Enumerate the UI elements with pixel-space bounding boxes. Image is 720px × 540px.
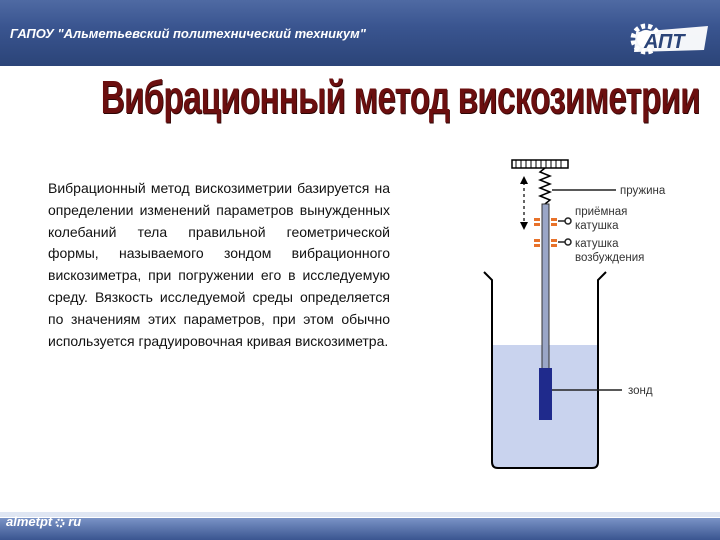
- slide-body-text: Вибрационный метод вискозиметрии базируется на определении изменений параметров вынужденных колебаний тела правильной геометрической формы, называемого зондом вибрационного вискозиметра, при погружении его в исследуемую среду. Вязкость исследуемой среды определяется по значениям этих параметров, при этом обычно используется градуировочная кривая вискозиметра.: [48, 180, 390, 349]
- exciter-terminal: [565, 239, 571, 245]
- footer-stripe: [0, 512, 720, 517]
- label-exciter-line1: катушка: [575, 238, 619, 250]
- header-bar: [0, 0, 720, 66]
- vibration-viscometer-diagram: [470, 150, 700, 495]
- site-url: [6, 514, 81, 529]
- oscillation-arrow: [520, 176, 528, 230]
- site-url-part2: ru: [68, 514, 82, 529]
- footer-band: [0, 518, 720, 540]
- spring: [540, 168, 550, 204]
- probe: [539, 368, 552, 420]
- receiver-terminal: [565, 218, 571, 224]
- mount-bracket: [512, 160, 568, 168]
- slide-title: Вибрационный метод вискозиметрии: [100, 71, 700, 123]
- site-url-part1: almetpt: [6, 514, 53, 529]
- probe-rod: [542, 204, 549, 369]
- label-receiver-line1: приёмная: [575, 206, 628, 218]
- logo-text: АПТ: [644, 31, 685, 53]
- label-receiver-line2: катушка: [575, 220, 619, 232]
- gear-icon: [53, 518, 67, 528]
- label-spring: пружина: [620, 185, 666, 197]
- org-name: ГАПОУ "Альметьевский политехнический техникум": [10, 26, 366, 41]
- college-logo: [624, 18, 716, 60]
- label-probe: зонд: [628, 385, 653, 397]
- label-exciter-line2: возбуждения: [575, 252, 645, 264]
- footer-bar: [0, 506, 720, 540]
